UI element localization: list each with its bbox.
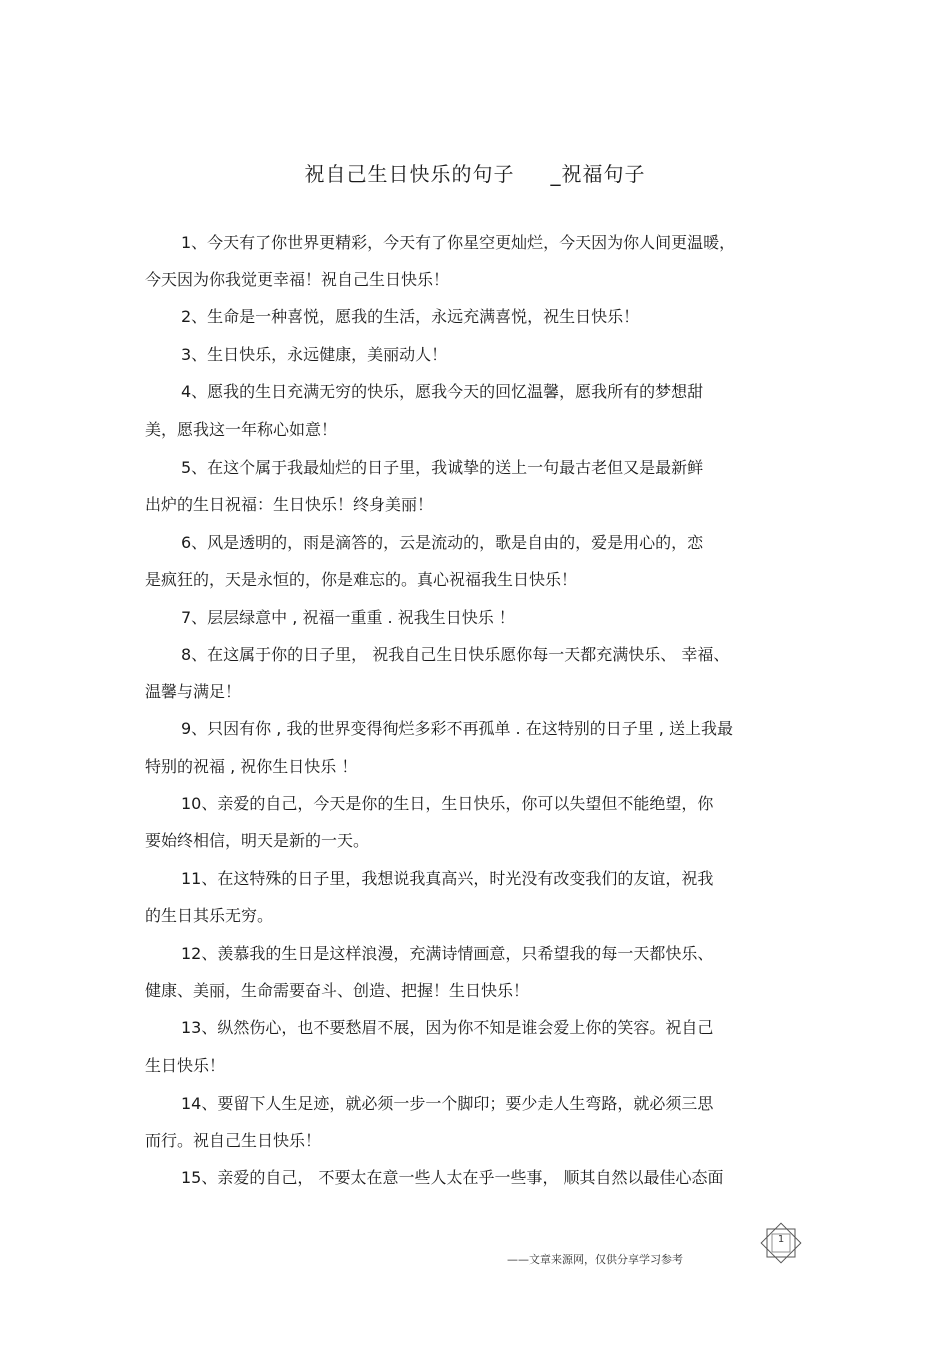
paragraph-line: 健康、美丽，生命需要奋斗、创造、把握！生日快乐！ bbox=[145, 981, 530, 1000]
paragraph-line: 11、在这特殊的日子里，我想说我真高兴，时光没有改变我们的友谊，祝我 bbox=[181, 869, 714, 888]
paragraph-line: 1、今天有了你世界更精彩，今天有了你星空更灿烂，今天因为你人间更温暖， bbox=[181, 233, 736, 252]
paragraph-line: 温馨与满足！ bbox=[145, 682, 242, 701]
paragraph-line: 14、要留下人生足迹，就必须一步一个脚印；要少走人生弯路，就必须三思 bbox=[181, 1094, 714, 1113]
paragraph-line: 3、生日快乐，永远健康，美丽动人！ bbox=[181, 345, 448, 364]
paragraph-line: 6、风是透明的，雨是滴答的，云是流动的，歌是自由的，爱是用心的，恋 bbox=[181, 533, 704, 552]
paragraph-line: 美，愿我这一年称心如意！ bbox=[145, 420, 338, 439]
paragraph-line: 今天因为你我觉更幸福！祝自己生日快乐！ bbox=[145, 270, 450, 289]
paragraph-line: 10、亲爱的自己，今天是你的生日，生日快乐，你可以失望但不能绝望，你 bbox=[181, 794, 714, 813]
paragraph-line: 生日快乐！ bbox=[145, 1056, 226, 1075]
title-sub: _祝福句子 bbox=[550, 162, 646, 186]
document-title bbox=[0, 158, 950, 187]
paragraph-line: 9、只因有你 , 我的世界变得徇烂多彩不再孤单 . 在这特别的日子里 , 送上我最 bbox=[181, 719, 733, 738]
paragraph-line: 的生日其乐无穷。 bbox=[145, 906, 274, 925]
paragraph-line: 要始终相信，明天是新的一天。 bbox=[145, 831, 370, 850]
paragraph-line: 特别的祝福 , 祝你生日快乐 ！ bbox=[145, 757, 358, 776]
paragraph-line: 7、层层绿意中 , 祝福一重重 . 祝我生日快乐 ！ bbox=[181, 608, 515, 627]
paragraph-line: 13、纵然伤心，也不要愁眉不展，因为你不知是谁会爱上你的笑容。祝自己 bbox=[181, 1018, 714, 1037]
paragraph-line: 15、亲爱的自己， 不要太在意一些人太在乎一些事， 顺其自然以最佳心态面 bbox=[181, 1168, 724, 1187]
paragraph-line: 8、在这属于你的日子里， 祝我自己生日快乐愿你每一天都充满快乐、 幸福、 bbox=[181, 645, 730, 664]
page-number: 1 bbox=[777, 1234, 785, 1245]
paragraph-line: 是疯狂的，天是永恒的，你是难忘的。真心祝福我生日快乐！ bbox=[145, 570, 578, 589]
paragraph-line: 4、愿我的生日充满无穷的快乐，愿我今天的回忆温馨，愿我所有的梦想甜 bbox=[181, 382, 704, 401]
paragraph-line: 2、生命是一种喜悦，愿我的生活，永远充满喜悦，祝生日快乐！ bbox=[181, 307, 640, 326]
paragraph-line: 12、羡慕我的生日是这样浪漫，充满诗情画意，只希望我的每一天都快乐、 bbox=[181, 944, 714, 963]
footer-source-note: ——文章来源网，仅供分享学习参考 bbox=[507, 1253, 683, 1266]
paragraph-line: 而行。祝自己生日快乐！ bbox=[145, 1131, 322, 1150]
paragraph-line: 出炉的生日祝福：生日快乐！终身美丽！ bbox=[145, 495, 434, 514]
paragraph-line: 5、在这个属于我最灿烂的日子里，我诚挚的送上一句最古老但又是最新鲜 bbox=[181, 458, 704, 477]
title-main: 祝自己生日快乐的句子 bbox=[304, 162, 515, 186]
